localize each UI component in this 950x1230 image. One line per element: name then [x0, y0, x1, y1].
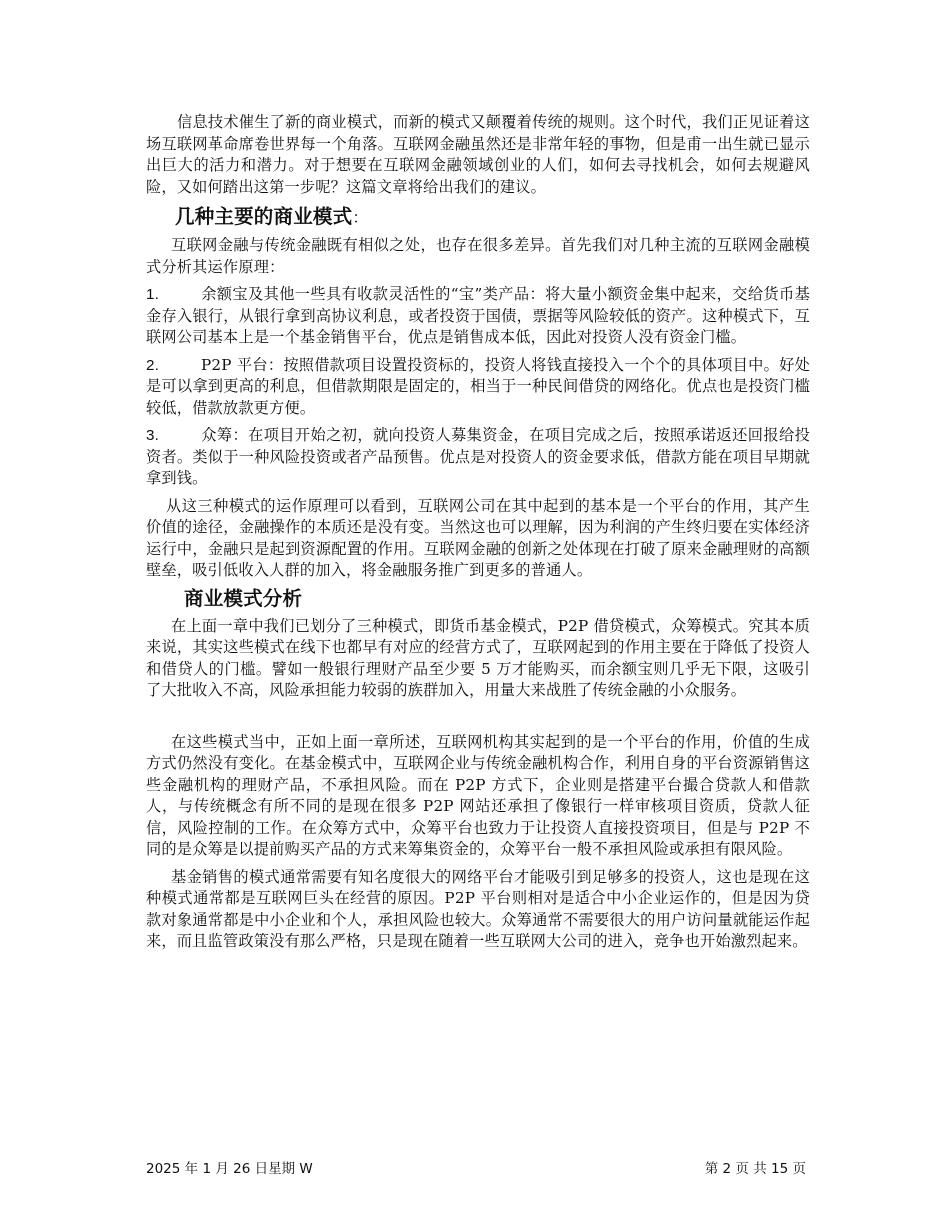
analysis-paragraph-2: 在这些模式当中，正如上面一章所述，互联网机构其实起到的是一个平台的作用，价值的生成方式仍然没有变化。在基金模式中，互联网企业与传统金融机构合作，利用自身的平台资源销售这些金融机构的理财产品，不承担风险。而在 P2P 方式下，企业则是搭建平台撮合贷款人和借款人，与传统概念有所不同的是现在很多 P2P 网站还承担了像银行一样审核项目资质，贷款人征信，风险控制的工作。在众筹方式中，众筹平台也致力于让投资人直接投资项目，但是与 P2P 不同的是众筹是以提前购买产品的方式来筹集资金的，众筹平台一般不承担风险或承担有限风险。	[146, 732, 810, 858]
list-item	[146, 284, 810, 349]
section-heading-business-models	[146, 204, 810, 231]
footer-date: 2025 年 1 月 26 日星期 W	[146, 1161, 313, 1177]
list-item-text: P2P 平台：按照借款项目设置投资标的，投资人将钱直接投入一个个的具体项目中。好处是可以拿到更高的利息，但借款期限是固定的，相当于一种民间借贷的网络化。优点也是投资门槛较低，借款放款更方便。	[146, 355, 810, 417]
list-item-text: 余额宝及其他一些具有收款灵活性的“宝”类产品：将大量小额资金集中起来，交给货币基金存入银行，从银行拿到高协议利息，或者投资于国债，票据等风险较低的资产。这种模式下，互联网公司基本上是一个基金销售平台，优点是销售成本低，因此对投资人没有资金门槛。	[146, 285, 810, 346]
list-item-number: 1.	[146, 286, 160, 303]
list-item	[146, 355, 810, 420]
intro-paragraph: 信息技术催生了新的商业模式，而新的模式又颠覆着传统的规则。这个时代，我们正见证着这场互联网革命席卷世界每一个角落。互联网金融虽然还是非常年轻的事物，但是甫一出生就已显示出巨大的活力和潜力。对于想要在互联网金融领域创业的人们，如何去寻找机会，如何去规避风险，又如何踏出这第一步呢？这篇文章将给出我们的建议。	[146, 113, 810, 196]
list-item	[146, 425, 810, 490]
section-heading-text: 几种主要的商业模式	[175, 205, 353, 228]
section-heading-model-analysis: 商业模式分析	[184, 586, 303, 610]
analysis-paragraph-1: 在上面一章中我们已划分了三种模式，即货币基金模式，P2P 借贷模式，众筹模式。究其本质来说，其实这些模式在线下也都早有对应的经营方式了，互联网起到的作用主要在于降低了投资人和借贷人的门槛。譬如一般银行理财产品至少要 5 万才能购买，而余额宝则几乎无下限，这吸引了大批收入不高，风险承担能力较弱的族群加入，用量大来战胜了传统金融的小众服务。	[146, 616, 810, 699]
footer-page-number: 第 2 页 共 15 页	[704, 1161, 806, 1177]
list-item-number: 2.	[146, 356, 160, 374]
section-heading-suffix: ：	[352, 208, 369, 227]
section1-lead-paragraph: 互联网金融与传统金融既有相似之处，也存在很多差异。首先我们对几种主流的互联网金融模式分析其运作原理：	[146, 236, 810, 276]
list-item-text: 众筹：在项目开始之初，就向投资人募集资金，在项目完成之后，按照承诺返还回报给投资者。类似于一种风险投资或者产品预售。优点是对投资人的资金要求低，借款方能在项目早期就拿到钱。	[146, 426, 810, 487]
document-body	[146, 112, 810, 953]
analysis-paragraph-3: 基金销售的模式通常需要有知名度很大的网络平台才能吸引到足够多的投资人，这也是现在这种模式通常都是互联网巨头在经营的原因。P2P 平台则相对是适合中小企业运作的，但是因为贷款对象通常都是中小企业和个人，承担风险也较大。众筹通常不需要很大的用户访问量就能运作起来，而且监管政策没有那么严格，只是现在随着一些互联网大公司的进入，竞争也开始激烈起来。	[146, 867, 810, 950]
section1-summary-paragraph: 从这三种模式的运作原理可以看到，互联网公司在其中起到的基本是一个平台的作用，其产生价值的途径，金融操作的本质还是没有变。当然这也可以理解，因为利润的产生终归要在实体经济运行中，金融只是起到资源配置的作用。互联网金融的创新之处体现在打破了原来金融理财的高额壁垒，吸引低收入人群的加入，将金融服务推广到更多的普通人。	[146, 496, 810, 579]
list-item-number: 3.	[146, 427, 160, 444]
